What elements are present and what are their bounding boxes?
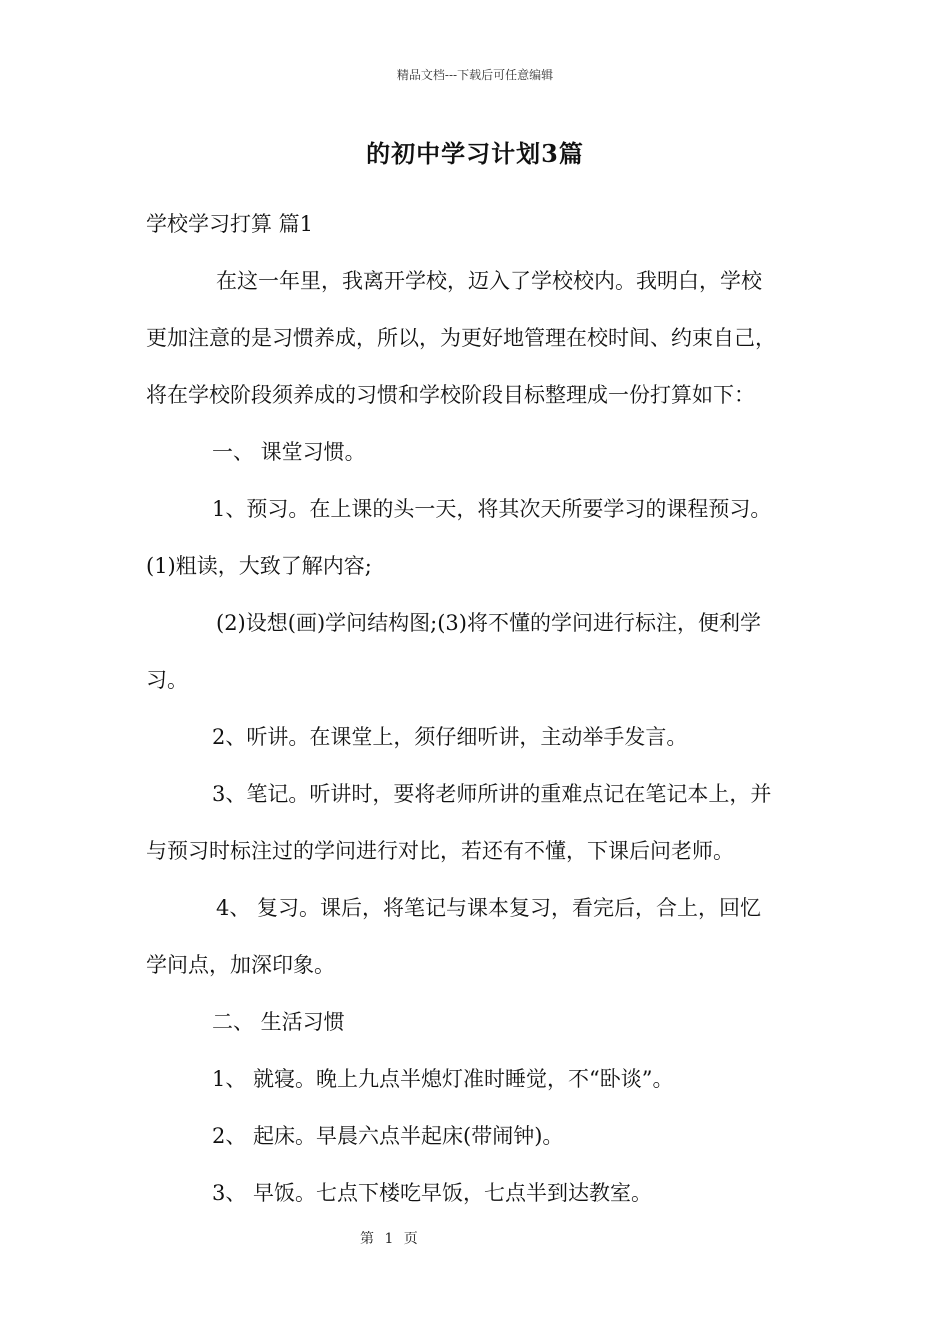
paragraph-line: (2)设想(画)学问结构图;(3)将不懂的学问进行标注，便利学: [216, 611, 761, 635]
paragraph-line: (1)粗读，大致了解内容;: [146, 554, 372, 578]
paragraph-line: 1、预习。在上课的头一天，将其次天所要学习的课程预习。: [212, 497, 772, 521]
paragraph-line: 与预习时标注过的学问进行对比，若还有不懂，下课后问老师。: [146, 839, 734, 863]
section-heading: 学校学习打算 篇1: [146, 212, 314, 236]
page-number: 第 1 页: [360, 1231, 418, 1247]
paragraph-line: 2、听讲。在课堂上，须仔细听讲，主动举手发言。: [212, 725, 688, 749]
paragraph-line: 3、笔记。听讲时，要将老师所讲的重难点记在笔记本上，并: [212, 782, 772, 806]
paragraph-line: 更加注意的是习惯养成，所以，为更好地管理在校时间、约束自己，: [146, 326, 776, 350]
paragraph-line: 4、 复习。课后，将笔记与课本复习，看完后，合上，回忆: [216, 896, 762, 920]
paragraph-line: 学问点，加深印象。: [146, 953, 335, 977]
paragraph-line: 3、 早饭。七点下楼吃早饭，七点半到达教室。: [212, 1181, 653, 1205]
document-title: 的初中学习计划3篇: [366, 139, 584, 168]
paragraph-line: 将在学校阶段须养成的习惯和学校阶段目标整理成一份打算如下：: [146, 383, 755, 407]
subheading-life-habits: 二、 生活习惯: [212, 1010, 345, 1034]
page-header-note: 精品文档---下载后可任意编辑: [396, 68, 554, 82]
subheading-classroom-habits: 一、 课堂习惯。: [212, 440, 366, 464]
paragraph-line: 1、 就寝。晚上九点半熄灯准时睡觉，不“卧谈”。: [212, 1067, 674, 1091]
document-body: [146, 196, 818, 1222]
paragraph-line: 2、 起床。早晨六点半起床(带闹钟)。: [212, 1124, 564, 1148]
paragraph-line: 习。: [146, 668, 188, 692]
paragraph-line: 在这一年里，我离开学校，迈入了学校校内。我明白，学校: [216, 269, 762, 293]
